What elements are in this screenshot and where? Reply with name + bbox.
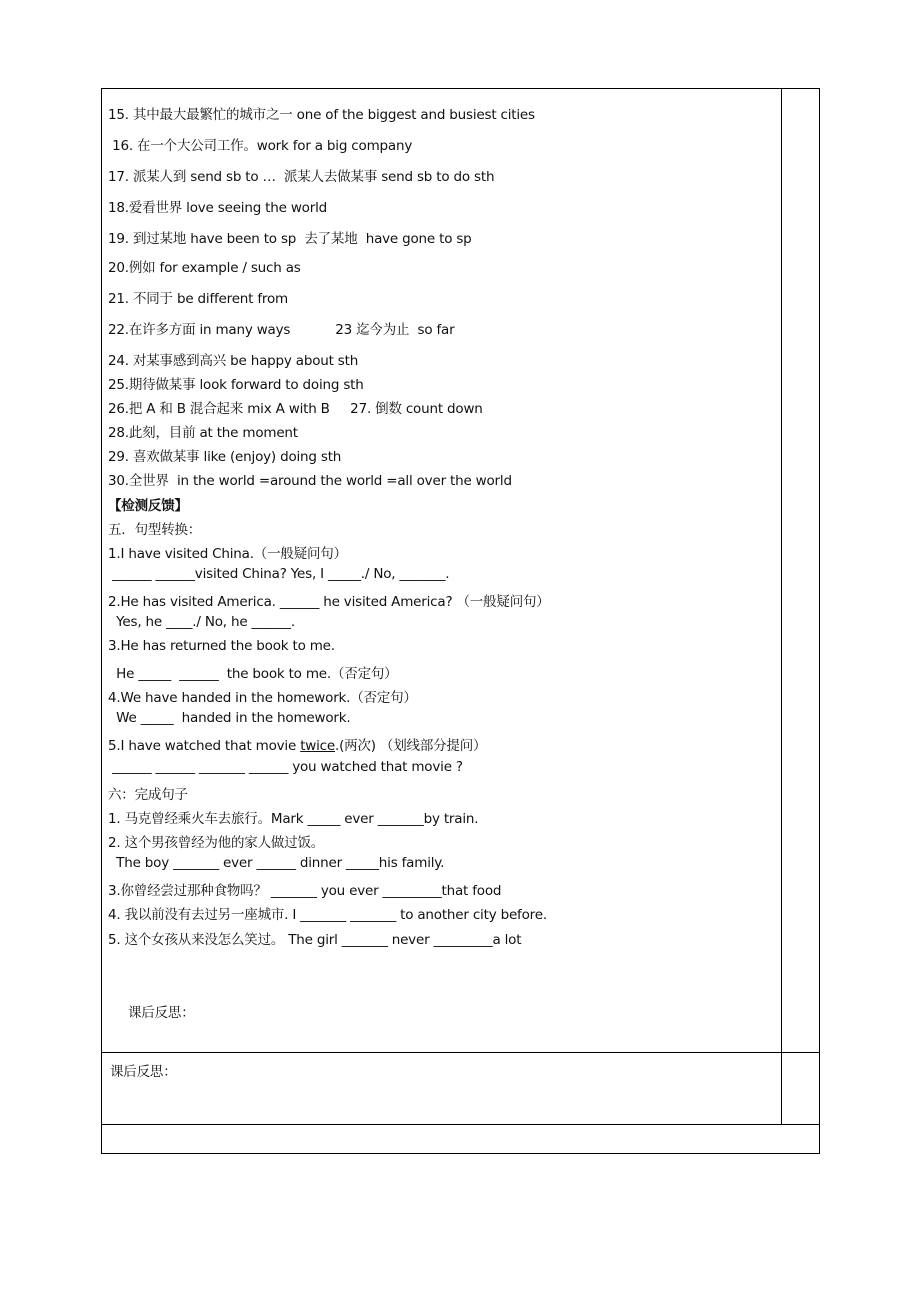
vocab-line: 16. 在一个大公司工作。work for a big company (108, 138, 413, 154)
vocab-line: 26.把 A 和 B 混合起来 mix A with B 27. 倒数 count down (108, 401, 483, 417)
exercise-line: Yes, he ____./ No, he ______. (108, 614, 295, 630)
reflection-label-outer: 课后反思： (110, 1064, 177, 1080)
exercise-text: 5.I have watched that movie (108, 738, 301, 754)
right-column-divider (781, 88, 782, 1125)
exercise-line: 4.We have handed in the homework.（否定句） (108, 690, 417, 706)
vocab-line: 19. 到过某地 have been to sp 去了某地 have gone to sp (108, 231, 472, 247)
vocab-line: 25.期待做某事 look forward to doing sth (108, 377, 364, 393)
exercise-line: He _____ ______ the book to me.（否定句） (108, 666, 398, 682)
underlined-word: twice (300, 738, 336, 754)
vocab-line: 20.例如 for example / such as (108, 260, 301, 276)
vocab-line: 17. 派某人到 send sb to … 派某人去做某事 send sb to do sth (108, 169, 495, 185)
vocab-line: 22.在许多方面 in many ways 23 迄今为止 so far (108, 322, 455, 338)
vocab-line: 18.爱看世界 love seeing the world (108, 200, 327, 216)
section5-title: 五．句型转换： (108, 522, 202, 538)
exercise-line: 3.He has returned the book to me. (108, 638, 335, 654)
exercise-line: 4. 我以前没有去过另一座城市. I _______ _______ to another city before. (108, 907, 547, 923)
section-heading-feedback: 【检测反馈】 (108, 498, 188, 514)
exercise-line: 2.He has visited America. ______ he visited America? （一般疑问句） (108, 594, 550, 610)
vocab-line: 30.全世界 in the world =around the world =all over the world (108, 473, 512, 489)
vocab-line: 28.此刻，目前 at the moment (108, 425, 298, 441)
exercise-line: 3.你曾经尝过那种食物吗？ _______ you ever _________that food (108, 883, 502, 899)
exercise-line: The boy _______ ever ______ dinner _____his family. (108, 855, 445, 871)
vocab-line: 21. 不同于 be different from (108, 291, 288, 307)
reflection-row-divider (101, 1052, 820, 1053)
exercise-line: 2. 这个男孩曾经为他的家人做过饭。 (108, 835, 325, 851)
exercise-text: .(两次) （划线部分提问） (335, 738, 487, 754)
exercise-line: ______ ______ _______ ______ you watched that movie ? (108, 759, 463, 775)
reflection-label-inner: 课后反思： (128, 1005, 195, 1021)
exercise-line: ______ ______visited China? Yes, I _____./ No, _______. (108, 566, 450, 582)
exercise-line: We _____ handed in the homework. (108, 710, 351, 726)
bottom-row-divider (101, 1124, 820, 1125)
exercise-line: 1.I have visited China.（一般疑问句） (108, 546, 347, 562)
exercise-line (108, 734, 486, 754)
exercise-line: 5. 这个女孩从来没怎么笑过。 The girl _______ never _________a lot (108, 932, 522, 948)
exercise-line: 1. 马克曾经乘火车去旅行。Mark _____ ever _______by train. (108, 811, 479, 827)
vocab-line: 15. 其中最大最繁忙的城市之一 one of the biggest and busiest cities (108, 107, 535, 123)
vocab-line: 24. 对某事感到高兴 be happy about sth (108, 353, 359, 369)
section6-title: 六：完成句子 (108, 787, 188, 803)
vocab-line: 29. 喜欢做某事 like (enjoy) doing sth (108, 449, 342, 465)
